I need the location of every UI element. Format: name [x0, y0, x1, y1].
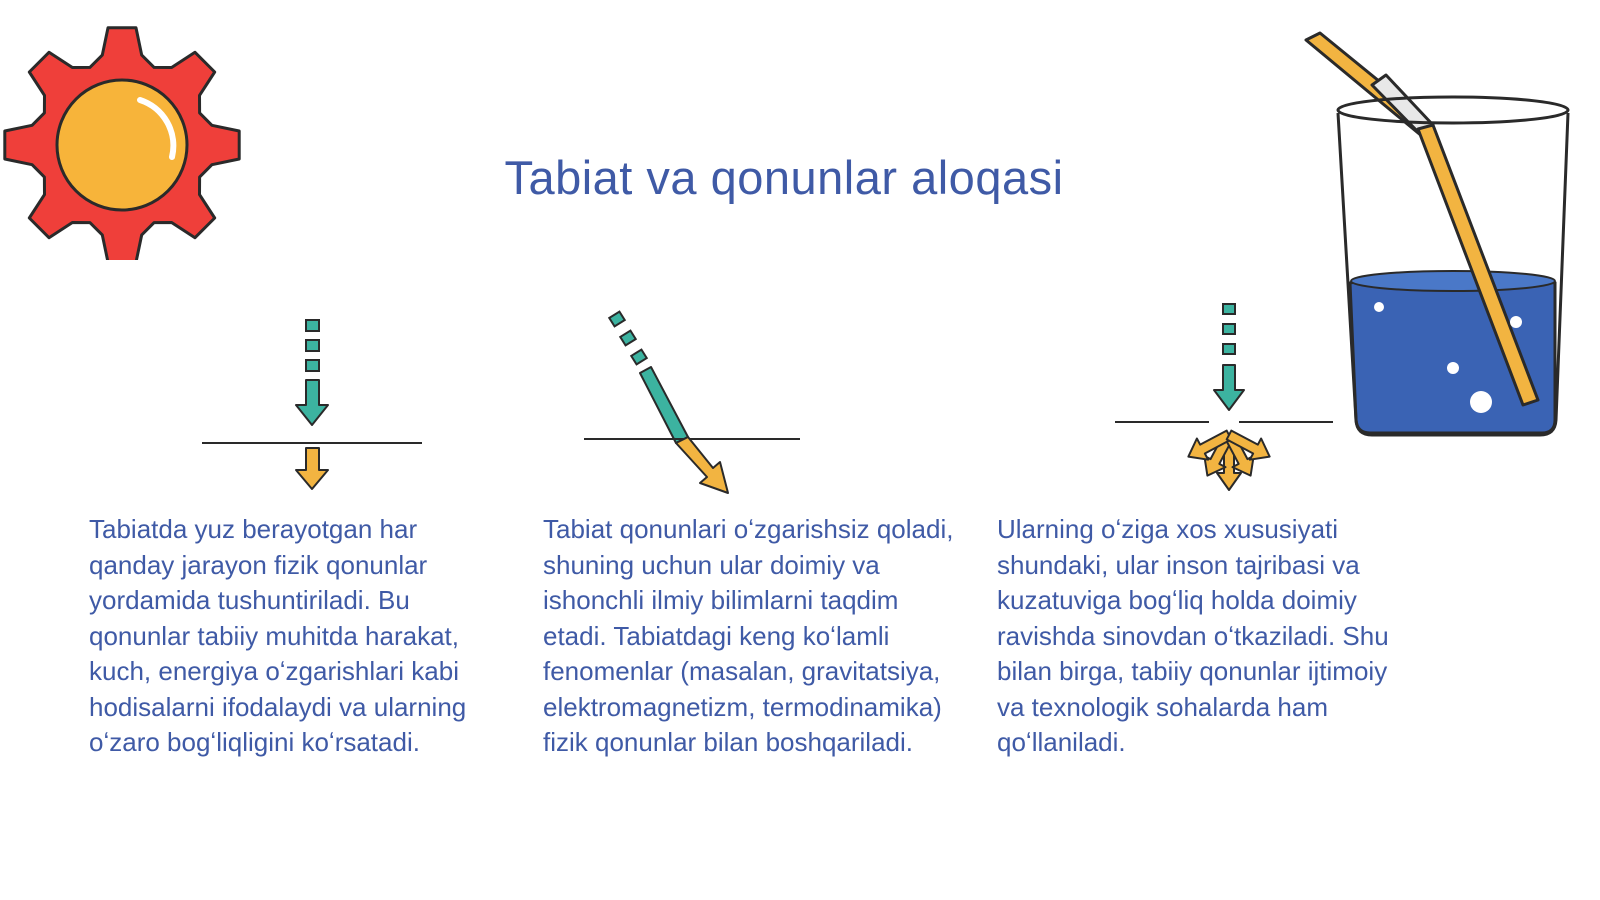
column-text-1: Tabiatda yuz berayotgan har qanday jarayon fizik qonunlar yordamida tushuntiriladi. Bu qonunlar tabiiy muhitda harakat, kuch, energiya oʻzgarishlari kabi hodisalarni ifodalaydi va ularning oʻzaro bogʻliqligini koʻrsatadi. — [89, 514, 467, 757]
column-text-2: Tabiat qonunlari oʻzgarishsiz qoladi, shuning uchun ular doimiy va ishonchli ilmiy bilimlarni taqdim etadi. Tabiatdagi keng koʻlamli fenomenlar (masalan, gravitatsiya, elektromagnetizm, termodinamika) fizik qonunlar bilan boshqariladi. — [543, 514, 954, 757]
scattering-arrows-icon — [1110, 300, 1350, 505]
sun-icon — [0, 10, 250, 260]
refraction-arrow-icon — [580, 305, 810, 505]
slide-title: Tabiat va qonunlar aloqasi — [504, 151, 1064, 204]
straight-transmission-arrow-icon — [200, 315, 430, 500]
column-text-3: Ularning oʻziga xos xususiyati shundaki, ular inson tajribasi va kuzatuviga bogʻliq holda doimiy ravishda sinovdan oʻtkaziladi. Shu bilan birga, tabiiy qonunlar ijtimoiy va texnologik sohalarda ham qoʻllaniladi. — [997, 514, 1389, 757]
